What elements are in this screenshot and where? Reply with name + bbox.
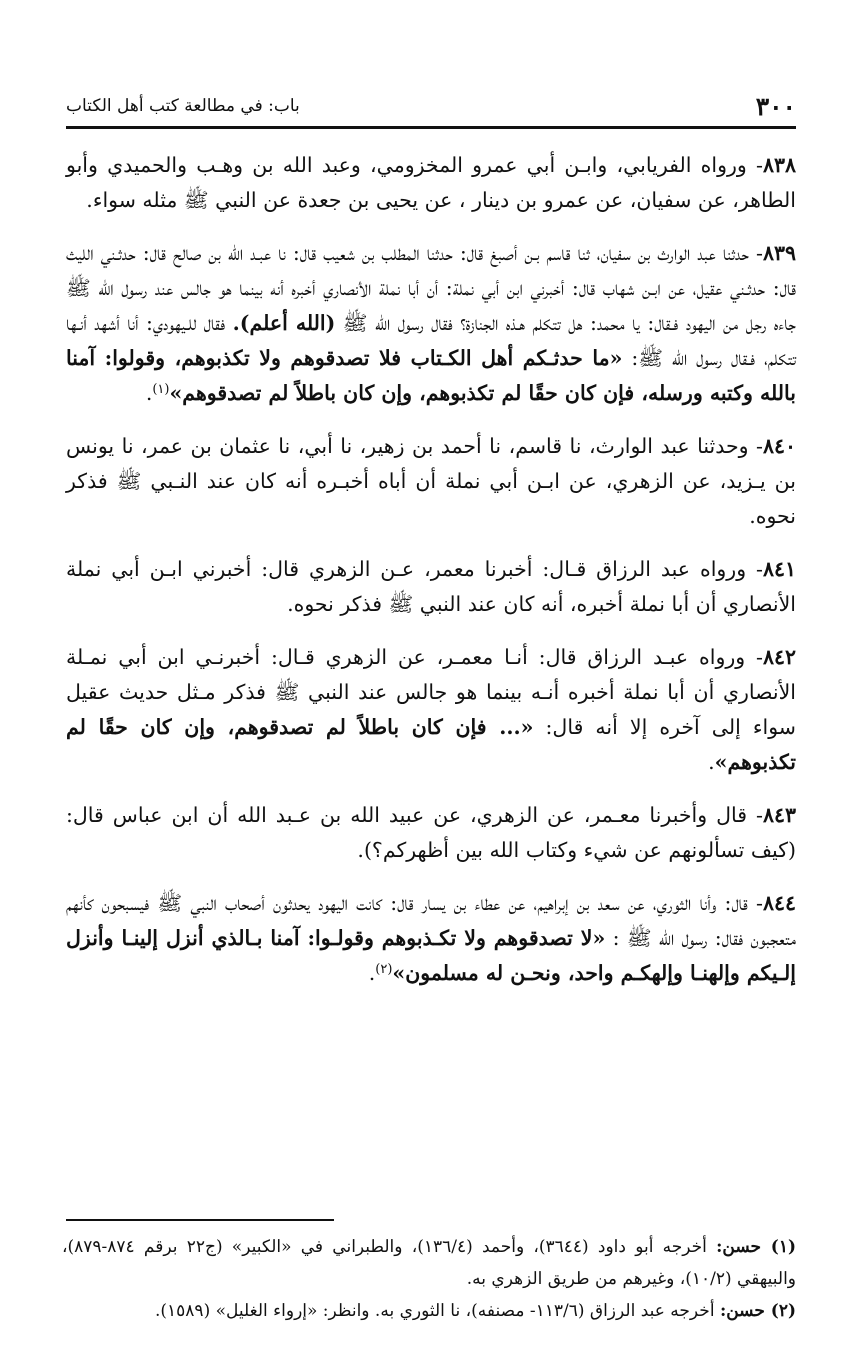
page-number: ٣٠٠ [755, 92, 796, 121]
hadith-number: ٨٤٣ [762, 803, 796, 827]
hadith-843 [66, 798, 796, 868]
hadith-839 [66, 236, 796, 411]
hadith-bold-text: (الله أعلم). [232, 311, 336, 335]
footnote-text: أخرجه عبد الرزاق (١١٣/٦- مصنفه)، نا الثوري به. وانظر: «إرواء الغليل» (١٥٨٩). [154, 1301, 720, 1321]
hadith-bold-text: «... فإن كان باطلاً لم تصدقوهم، وإن كان حقًا لم تكذبوهم» [66, 715, 796, 774]
hadith-number: ٨٤١ [762, 557, 796, 581]
hadith-840 [66, 429, 796, 534]
footnote-label: (١) حسن: [716, 1237, 796, 1257]
footnote-ref[interactable]: (١) [152, 382, 170, 397]
hadith-841 [66, 552, 796, 622]
hadith-text: . [368, 961, 376, 985]
footnotes [62, 1231, 796, 1327]
hadith-number: ٨٣٩ [762, 241, 796, 265]
hadith-842 [66, 640, 796, 780]
footnote-text: أخرجه أبو داود (٣٦٤٤)، وأحمد (١٣٦/٤)، والطبراني في «الكبير» (ج٢٢ برقم ٨٧٤-٨٧٩)، والبيهقي (١٠/٢)، وغيرهم من طريق الزهري به. [62, 1237, 796, 1289]
hadith-number: ٨٤٢ [762, 645, 796, 669]
hadith-number: ٨٤٠ [762, 434, 796, 458]
hadith-text: - وحدثنا عبد الوارث، نا قاسم، نا أحمد بن زهير، نا أبي، نا عثمان بن عمر، نا يونس بن يـزيد، عن الزهري، عن ابـن أبي نملة أن أباه أخبـره أنه كان عند النـبي ﷺ فذكر نحوه. [66, 434, 796, 528]
hadith-text: - ورواه عبد الرزاق قـال: أخبرنا معمر، عـن الزهري قال: أخبرني ابـن أبي نملة الأنصاري أن أبا نملة أخبره، أنه كان عند النبي ﷺ فذكر نحوه. [66, 557, 796, 616]
hadith-text: - قال وأخبرنا معـمر، عن الزهري، عن عبيد الله بن عـبد الله أن ابن عباس قال: (كيف تسألونهم عن شيء وكتاب الله بين أظهركم؟). [66, 803, 796, 862]
footnote-1 [62, 1231, 796, 1295]
hadith-text: - ورواه الفريابي، وابـن أبي عمرو المخزومي، وعبد الله بن وهـب والحميدي وأبو الطاهر، عن سفيان، عن عمرو بن دينار ، عن يحيى بن جعدة عن النبي ﷺ مثله سواء. [66, 153, 796, 212]
footnote-ref[interactable]: (٢) [375, 962, 393, 977]
hadith-number: ٨٣٨ [762, 153, 796, 177]
footnote-separator [66, 1219, 334, 1221]
hadith-bold-text: «ما حدثـكم أهل الكـتاب فلا تصدقوهم ولا تكذبوهم، وقولوا: آمنا بالله وكتبه ورسله، فإن كان حقًا لم تكذبوهم، وإن كان باطلاً لم تصدقوهم» [66, 346, 796, 405]
hadith-text: - حدثنا عبد الوارث بن سفيان، ثنا قاسم بـن أصبغ قال: حدثنا المطلب بن شعيب قال: نا عبـد الله بن صالح قال: حدثـني الليث قال: حدثـني عقيل، عن ابـن شهاب قال: أخبرني ابن أبي نملة: أن أبا نملة الأنصاري أخبره أنه بينما هو جالس عند رسول الله ﷺ جاءه رجل من اليهود فـقال: يا محمد: هل تتكلم هـذه الجنازة؟ فقال رسول الله ﷺ [66, 241, 796, 335]
hadith-text: - ورواه عبـد الرزاق قال: أنـا معمـر، عن الزهري قـال: أخبرنـي ابن أبي نمـلة الأنصاري أن أبا نملة أخبره أنـه بينما هو جالس عند النبي ﷺ فذكر مـثل حديث عقيل سواء إلى آخره إلا أنه قال: [66, 645, 796, 739]
header-rule [66, 126, 796, 129]
hadith-bold-text: «لا تصدقوهم ولا تكـذبوهم وقولـوا: آمنا بـالذي أنزل إلينـا وأنزل إلـيكم وإلهنـا وإلهكـم واحد، ونحـن له مسلمون» [66, 926, 796, 985]
hadith-text: . [708, 750, 715, 774]
chapter-title: باب: في مطالعة كتب أهل الكتاب [66, 96, 300, 116]
hadith-number: ٨٤٤ [762, 891, 796, 915]
footnote-label: (٢) حسن: [719, 1301, 796, 1321]
hadith-text: فقال للـيهودي: أنا أشهد أنـها تتكلم، فـقال رسول الله ﷺ: [66, 311, 796, 370]
page-header [66, 92, 796, 124]
hadith-838 [66, 148, 796, 218]
hadith-844 [66, 886, 796, 991]
hadith-text: . [145, 381, 153, 405]
hadith-text: - قال: وأنا الثوري، عن سعد بن إبراهيم، عن عطاء بن يسار قال: كانت اليهود يحدثون أصحاب النبي ﷺ فيسبحون كأنهم متعجبون فقال: رسول الله ﷺ : [66, 891, 796, 950]
main-text [66, 148, 796, 1009]
footnote-2 [62, 1295, 796, 1327]
